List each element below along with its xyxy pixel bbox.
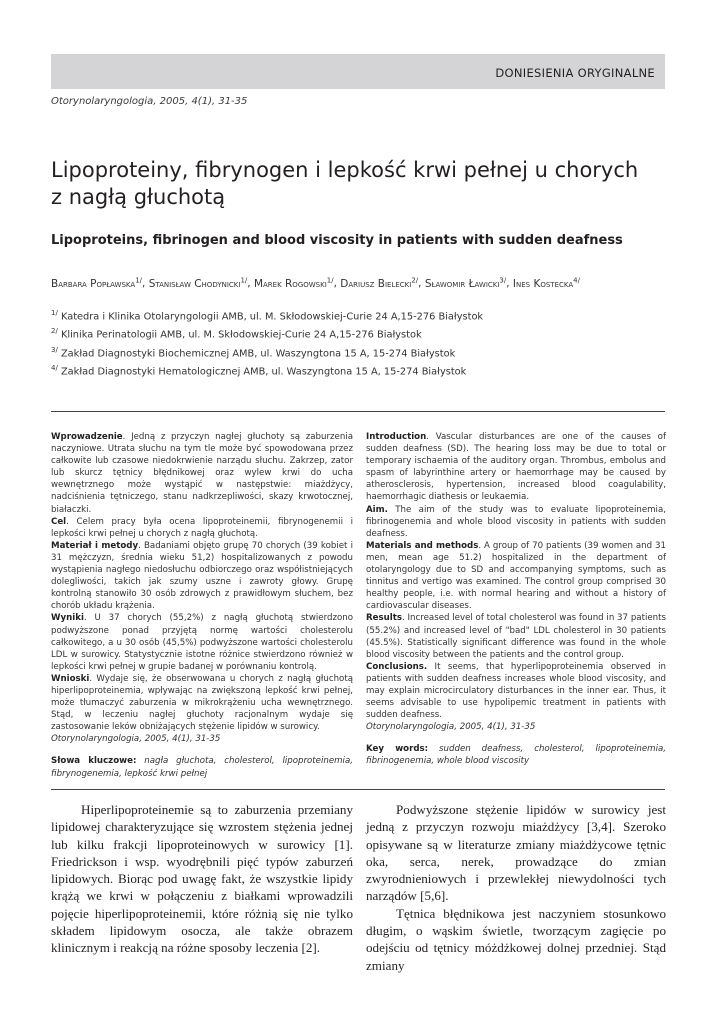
- author-list: Barbara Popławska$^{1/}$, Stanisław Chodynicki$^{1/}$, Marek Rogowski$^{1/}$, Dariusz Bielecki$^{2/}$, Sławomir Ławicki$^{3/}$, Ines Kostecka$^{4/}$: [51, 276, 580, 290]
- author: Dariusz Bielecki$^{2/}$: [340, 276, 419, 290]
- abstract-citation: Otorynolaryngologia, 2005, 4(1), 31-35: [51, 734, 221, 745]
- author: Marek Rogowski$^{1/}$: [253, 276, 334, 290]
- abstract-results: Wyniki. U 37 chorych (55,2%) z nagłą głuchotą stwierdzono podwyższone ponad przyjętą normę wartości cholesterolu całkowitego, a u 30 osób (45,5%) podwyższone wartości cholesterolu LDL w surowicy. Statystycznie istotne różnice stwierdzono również w lepkości krwi pełnej w grupie badanej w porównaniu kontrolą.: [51, 613, 353, 672]
- keywords: Słowa kluczowe: nagła głuchota, cholesterol, lipoproteinemia, fibrynogenemia, lepkość krwi pełnej: [51, 756, 353, 779]
- keywords: Key words: sudden deafness, cholesterol, lipoproteinemia, fibrinogenemia, whole blood viscosity: [366, 744, 666, 767]
- article-title-english: Lipoproteins, fibrinogen and blood viscosity in patients with sudden deafness: [51, 233, 623, 248]
- abstract-methods: Materials and methods. A group of 70 patients (39 women and 31 men, mean age 51.2) hospitalized in the department of otolaryngology due to SD and accompanying symptoms, such as tinnitus and vertigo was examined. The control group comprised 30 healthy people, i.e. with normal hearing and without a history of cardiovascular diseases.: [366, 540, 666, 612]
- body-column-right: [366, 801, 666, 974]
- article-title-polish: [51, 157, 671, 211]
- body-paragraph: Tętnica błędnikowa jest naczyniem stosunkowo długim, o wąskim świetle, tworzącym zagięcie po odejściu od tętnicy móżdżkowej dolnej przedniej. Stąd zmiany: [366, 905, 666, 973]
- author: Ines Kostecka$^{4/}$: [512, 276, 580, 290]
- body-paragraph: Podwyższone stężenie lipidów w surowicy jest jedną z przyczyn rozwoju miażdżycy [3,4]. Szeroko opisywane są w literaturze zmiany miażdżycowe tętnic oka, serca, nerek, prowadzące do zmian zwyrodnieniowych i przewlekłej niewydolności tych narządów [5,6].: [366, 802, 666, 904]
- body-paragraph: Hiperlipoproteinemie są to zaburzenia przemiany lipidowej charakteryzujące się wzrostem stężenia jednej lub kilku frakcji lipoproteinowych w surowicy [1]. Friedrickson i wsp. wyodrębnili pięć typów zaburzeń lipidowych. Biorąc pod uwagę fakt, że wszystkie lipidy krążą we krwi w połączeniu z białkami wprowadzili pojęcie hiperlipoproteinemii, które różnią się nie tylko składem lipidowym osocza, ale także obrazem klinicznym i reakcją na różne sposoby leczenia [2].: [51, 802, 353, 956]
- abstract-aim: Cel. Celem pracy była ocena lipoproteinemii, fibrynogenemii i lepkości krwi pełnej u chorych z nagłą głuchotą.: [51, 516, 353, 539]
- divider-top: [51, 411, 665, 412]
- affiliation: $^{1/}$ Katedra i Klinika Otolaryngologii AMB, ul. M. Skłodowskiej-Curie 24 A,15-276 Białystok: [51, 309, 484, 323]
- author: Sławomir Ławicki$^{3/}$: [424, 276, 507, 290]
- title-line-2: z nagłą głuchotą: [51, 185, 226, 209]
- abstract-aim: Aim. The aim of the study was to evaluate lipoproteinemia, fibrinogenemia and whole blood viscosity in patients with sudden deafness.: [366, 504, 666, 539]
- author: Stanisław Chodynicki$^{1/}$: [148, 276, 248, 290]
- affiliation: $^{4/}$ Zakład Diagnostyki Hematologicznej AMB, ul. Waszyngtona 15 A, 15-274 Białystok: [51, 363, 467, 378]
- abstract-introduction: Introduction. Vascular disturbances are one of the causes of sudden deafness (SD). The hearing loss may be due to total or temporary ischaemia of the auditory organ. Thrombus, embolus and spasm of labyrinthine artery or haemorrhage may be caused by atherosclerosis, hypertension, increased blood coagulability, haemorrhagic diathesis or leukaemia.: [366, 432, 666, 503]
- affiliation-list: [51, 306, 483, 379]
- abstract-introduction: Wprowadzenie. Jedną z przyczyn nagłej głuchoty są zaburzenia naczyniowe. Utrata słuchu na tym tle może być spowodowana przez całkowite lub czasowe niedokrwienie narządu słuchu. Zakrzep, zator lub skurcz tętnicy błędnikowej oraz wylew krwi do ucha wewnętrznego może wystąpić w następstwie: miażdżycy, nadciśnienia tętniczego, stanu nadkrzepliwości, skazy krwotocznej, białaczki.: [51, 432, 353, 515]
- abstract-conclusions: Conclusions. It seems, that hyperlipoproteinemia observed in patients with sudden deafness increases whole blood viscosity, and may explain microcirculatory disturbances in the inner ear. Thus, it seems advisable to use hypolipemic treatment in patients with sudden deafness.: [366, 661, 666, 721]
- journal-citation: Otorynolaryngologia, 2005, 4(1), 31-35: [51, 96, 248, 107]
- abstract-conclusions: Wnioski. Wydaje się, że obserwowana u chorych z nagłą głuchotą hiperlipoproteinemia, wpływając na zwiększoną lepkość krwi pełnej, może tłumaczyć zaburzenia w mikrokrążeniu ucha wewnętrznego. Stąd, w leczeniu nagłej głuchoty racjonalnym wydaje się zastosowanie leków obniżających stężenie lipidów w surowicy.: [51, 673, 353, 733]
- affiliation: $^{2/}$ Klinika Perinatologii AMB, ul. M. Skłodowskiej-Curie 24 A,15-276 Białystok: [51, 327, 422, 341]
- body-column-left: [51, 801, 353, 957]
- abstract-english: [366, 431, 666, 768]
- abstract-results: Results. Increased level of total cholesterol was found in 37 patients (55.2%) and increased level of "bad" LDL cholesterol in 30 patients (45.5%). Statistically significant difference was found in the whole blood viscosity between the patients and the control group.: [366, 613, 666, 660]
- section-header-band: [51, 54, 665, 89]
- section-label: DONIESIENIA ORYGINALNE: [495, 66, 655, 80]
- title-line-1: Lipoproteiny, fibrynogen i lepkość krwi pełnej u chorych: [51, 158, 639, 182]
- abstract-methods: Materiał i metody. Badaniami objęto grupę 70 chorych (39 kobiet i 31 mężczyzn, średnia wieku 51,2) hospitalizowanych z powodu wystąpienia nagłego niedosłuchu odbiorczego oraz współistniejących dolegliwości, takich jak szumy uszne i zawroty głowy. Grupę kontrolną stanowiło 30 osób zdrowych z prawidłowym słuchem, bez chorób układu krążenia.: [51, 540, 353, 612]
- author: Barbara Popławska$^{1/}$: [51, 276, 142, 290]
- abstract-citation: Otorynolaryngologia, 2005, 4(1), 31-35: [366, 722, 536, 733]
- affiliation: $^{3/}$ Zakład Diagnostyki Biochemicznej AMB, ul. Waszyngtona 15 A, 15-274 Białystok: [51, 345, 456, 359]
- divider-bottom: [51, 789, 665, 790]
- abstract-polish: [51, 431, 353, 780]
